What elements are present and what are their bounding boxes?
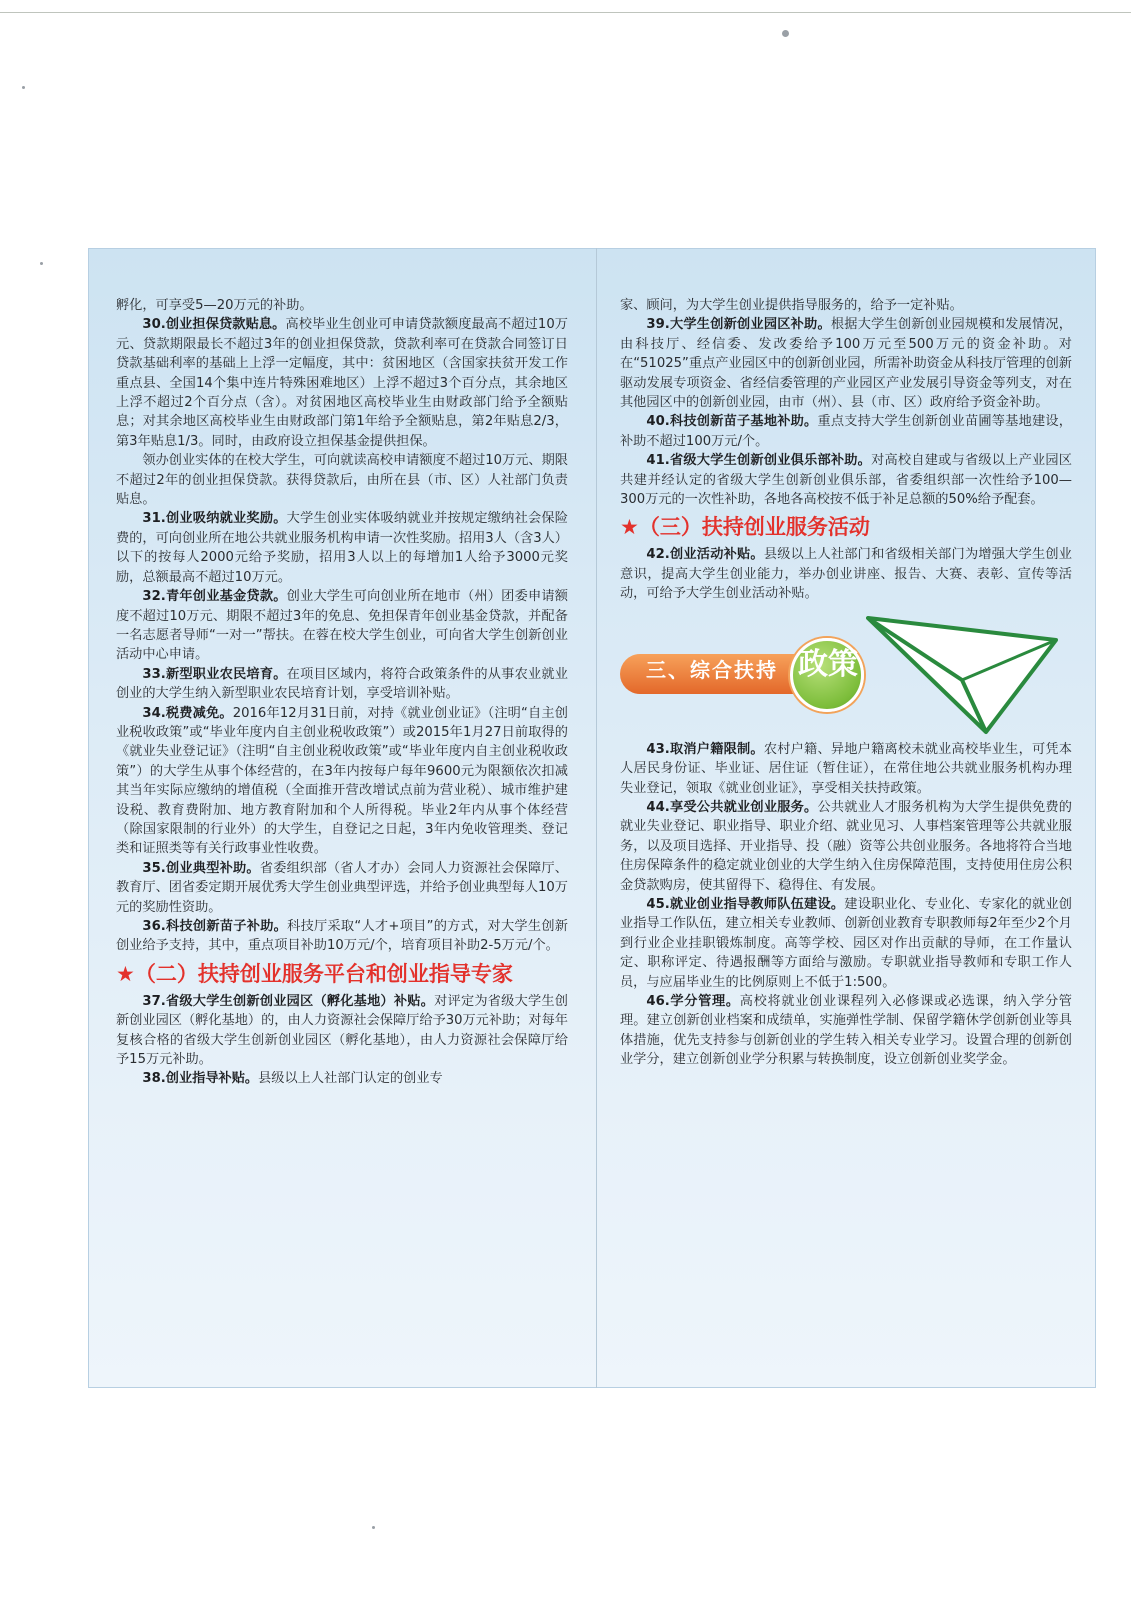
paragraph	[116, 509, 568, 587]
paragraph	[116, 296, 568, 315]
paragraph-text: 对评定为省级大学生创新创业园区（孵化基地）的，由人力资源社会保障厅给予30万元补助；对每年复核合格的省级大学生创新创业园区（孵化基地），由人力资源社会保障厅给予15万元补助。	[116, 993, 568, 1068]
paragraph-text: 公共就业人才服务机构为大学生提供免费的就业失业登记、职业指导、职业介绍、就业见习、人事档案管理等公共就业服务，以及项目选择、开业指导、投（融）资等公共创业服务。各地将符合当地住房保障条件的稳定就业创业的大学生纳入住房保障范围，支持使用住房公积金贷款购房，使其留得下、稳得住、有发展。	[620, 799, 1072, 893]
paragraph-text: 创业大学生可向创业所在地市（州）团委申请额度不超过10万元、期限不超过3年的免息、免担保青年创业基金贷款，并配备一名志愿者导师“一对一”帮扶。在蓉在校大学生创业，可向省大学生创新创业活动中心申请。	[116, 589, 568, 663]
paragraph	[116, 992, 568, 1070]
paragraph	[620, 412, 1072, 451]
scan-speck	[40, 262, 43, 265]
section-banner	[620, 610, 1072, 736]
paragraph	[620, 992, 1072, 1070]
left-paragraphs	[116, 296, 568, 956]
banner-label: 三、综合扶持	[646, 657, 778, 682]
item-heading: 46.学分管理。	[646, 993, 740, 1009]
item-heading: 39.大学生创新创业园区补助。	[646, 317, 831, 333]
paragraph	[116, 1069, 568, 1088]
banner-badge-text: 政策	[798, 646, 858, 682]
item-heading: 34.税费减免。	[142, 705, 233, 721]
paragraph-text: 2016年12月31日前，对持《就业创业证》（注明“自主创业税收政策”或“毕业年度内自主创业税收政策”）或2015年1月27日前取得的《就业失业登记证》（注明“自主创业税收政策”或“毕业年度内自主创业税收政策”）的大学生从事个体经营的，在3年内按每户每年9600元为限额依次扣减其当年实际应缴纳的增值税（全面推开营改增试点前为营业税）、城市维护建设税、教育费附加、地方教育附加和个人所得税。毕业2年内从事个体经营（除国家限制的行业外）的大学生，自登记之日起，3年内免收管理类、登记类和证照类等有关行政事业性收费。	[116, 705, 568, 857]
paragraph	[620, 545, 1072, 603]
paragraph-text: 在项目区域内，将符合政策条件的从事农业就业创业的大学生纳入新型职业农民培育计划，享受培训补贴。	[116, 666, 568, 702]
paragraph	[116, 451, 568, 509]
item-heading: 33.新型职业农民培育。	[142, 666, 287, 682]
paragraph	[620, 740, 1072, 798]
item-heading: 32.青年创业基金贷款。	[142, 589, 287, 605]
scan-speck	[22, 86, 25, 89]
paragraph	[620, 451, 1072, 509]
paragraph	[116, 587, 568, 665]
paragraph	[620, 895, 1072, 992]
paragraph-text: 孵化，可享受5—20万元的补助。	[116, 298, 313, 313]
paragraph	[620, 798, 1072, 895]
left-column	[116, 296, 568, 1089]
item-heading: 35.创业典型补助。	[142, 860, 260, 876]
paper-plane-icon	[866, 610, 1066, 736]
paragraph	[620, 296, 1072, 315]
paragraph-text: 家、顾问，为大学生创业提供指导服务的，给予一定补贴。	[620, 298, 963, 313]
paragraph-text: 建设职业化、专业化、专家化的就业创业指导工作队伍，建立相关专业教师、创新创业教育专职教师每2年至少2个月到行业企业挂职锻炼制度。高等学校、园区对作出贡献的导师，在工作量认定、职称评定、待遇报酬等方面给与激励。专职就业指导教师和专职工作人员，与应届毕业生的比例原则上不低于1:500。	[620, 896, 1072, 990]
paragraph	[116, 315, 568, 451]
item-heading: 42.创业活动补贴。	[646, 547, 764, 563]
paragraph-text: 根据大学生创新创业园规模和发展情况，由科技厅、经信委、发改委给予100万元至500万元的资金补助。对在“51025”重点产业园区中的创新创业园，所需补助资金从科技厅管理的创新驱动发展专项资金、省经信委管理的产业园区产业发展引导资金等列支，对在其他园区中的创新创业园，由市（州）、县（市、区）政府给予资金补助。	[620, 317, 1072, 411]
right-column	[620, 296, 1072, 1070]
item-heading: 36.科技创新苗子补助。	[142, 919, 288, 934]
paragraph	[620, 315, 1072, 412]
paragraph-text: 科技厅采取“人才+项目”的方式，对大学生创新创业给予支持，其中，重点项目补助10万元/个，培育项目补助2-5万元/个。	[116, 919, 568, 954]
scan-speck	[372, 1526, 375, 1529]
item-heading: 44.享受公共就业创业服务。	[646, 799, 818, 815]
paragraph	[116, 917, 568, 956]
banner-badge	[790, 638, 864, 712]
fold-line	[596, 248, 597, 1388]
paragraph	[116, 704, 568, 859]
paragraph-text: 大学生创业实体吸纳就业并按规定缴纳社会保险费的，可向创业所在地公共就业服务机构申请一次性奖励。招用3人（含3人）以下的按每人2000元给予奖励，招用3人以上的每增加1人给予3000元奖励，总额最高不超过10万元。	[116, 511, 568, 585]
paragraph-text: 对高校自建或与省级以上产业园区共建并经认定的省级大学生创新创业俱乐部，省委组织部一次性给予100—300万元的一次性补助，各地各高校按不低于补足总额的50%给予配套。	[620, 453, 1072, 508]
paragraph-text: 县级以上人社部门认定的创业专	[258, 1071, 443, 1087]
item-heading: 43.取消户籍限制。	[646, 741, 764, 757]
paragraph-text: 领办创业实体的在校大学生，可向就读高校申请额度不超过10万元、期限不超过2年的创业担保贷款。获得贷款后，由所在县（市、区）人社部门负责贴息。	[116, 453, 568, 508]
item-heading: 38.创业指导补贴。	[142, 1071, 259, 1087]
paragraph-text: 重点支持大学生创新创业苗圃等基地建设，补助不超过100万元/个。	[620, 414, 1072, 449]
paragraph-text: 高校将就业创业课程列入必修课或必选课，纳入学分管理。建立创新创业档案和成绩单，实施弹性学制、保留学籍休学创新创业等具体措施，优先支持参与创新创业的学生转入相关专业学习。设置合理的创新创业学分，建立创新创业学分积累与转换制度，设立创新创业奖学金。	[620, 993, 1072, 1068]
section-heading-2: ★（二）扶持创业服务平台和创业指导专家	[116, 961, 513, 986]
item-heading: 40.科技创新苗子基地补助。	[646, 414, 818, 430]
item-heading: 31.创业吸纳就业奖励。	[142, 511, 287, 527]
item-heading: 41.省级大学生创新创业俱乐部补助。	[646, 453, 872, 469]
item-heading: 37.省级大学生创新创业园区（孵化基地）补贴。	[142, 993, 435, 1009]
paragraph-text: 县级以上人社部门和省级相关部门为增强大学生创业意识，提高大学生创业能力，举办创业讲座、报告、大赛、表彰、宣传等活动，可给予大学生创业活动补贴。	[620, 547, 1072, 602]
paragraph-text: 省委组织部（省人才办）会同人力资源社会保障厅、教育厅、团省委定期开展优秀大学生创业典型评选，并给予创业典型每人10万元的奖励性资助。	[116, 860, 568, 915]
item-heading: 45.就业创业指导教师队伍建设。	[646, 896, 845, 912]
scan-top-line	[0, 12, 1131, 13]
section-heading-3: ★（三）扶持创业服务活动	[620, 515, 870, 540]
paragraph	[116, 665, 568, 704]
paragraph-text: 高校毕业生创业可申请贷款额度最高不超过10万元、贷款期限最长不超过3年的创业担保贷款，贷款利率可在贷款合同签订日贷款基础利率的基础上上浮一定幅度，其中：贫困地区（含国家扶贫开发工作重点县、全国14个集中连片特殊困难地区）上浮不超过3个百分点，其余地区上浮不超过2个百分点（含）。对贫困地区高校毕业生由财政部门给予全额贴息；对其余地区高校毕业生由财政部门第1年给予全额贴息，第2年贴息2/3，第3年贴息1/3。同时，由政府设立担保基金提供担保。	[116, 317, 568, 449]
item-heading: 30.创业担保贷款贴息。	[142, 317, 286, 333]
paragraph-text: 农村户籍、异地户籍离校未就业高校毕业生，可凭本人居民身份证、毕业证、居住证（暂住证），在常住地公共就业服务机构办理失业登记，领取《就业创业证》，享受相关扶持政策。	[620, 741, 1072, 796]
paragraph	[116, 859, 568, 917]
scan-speck	[782, 30, 789, 37]
